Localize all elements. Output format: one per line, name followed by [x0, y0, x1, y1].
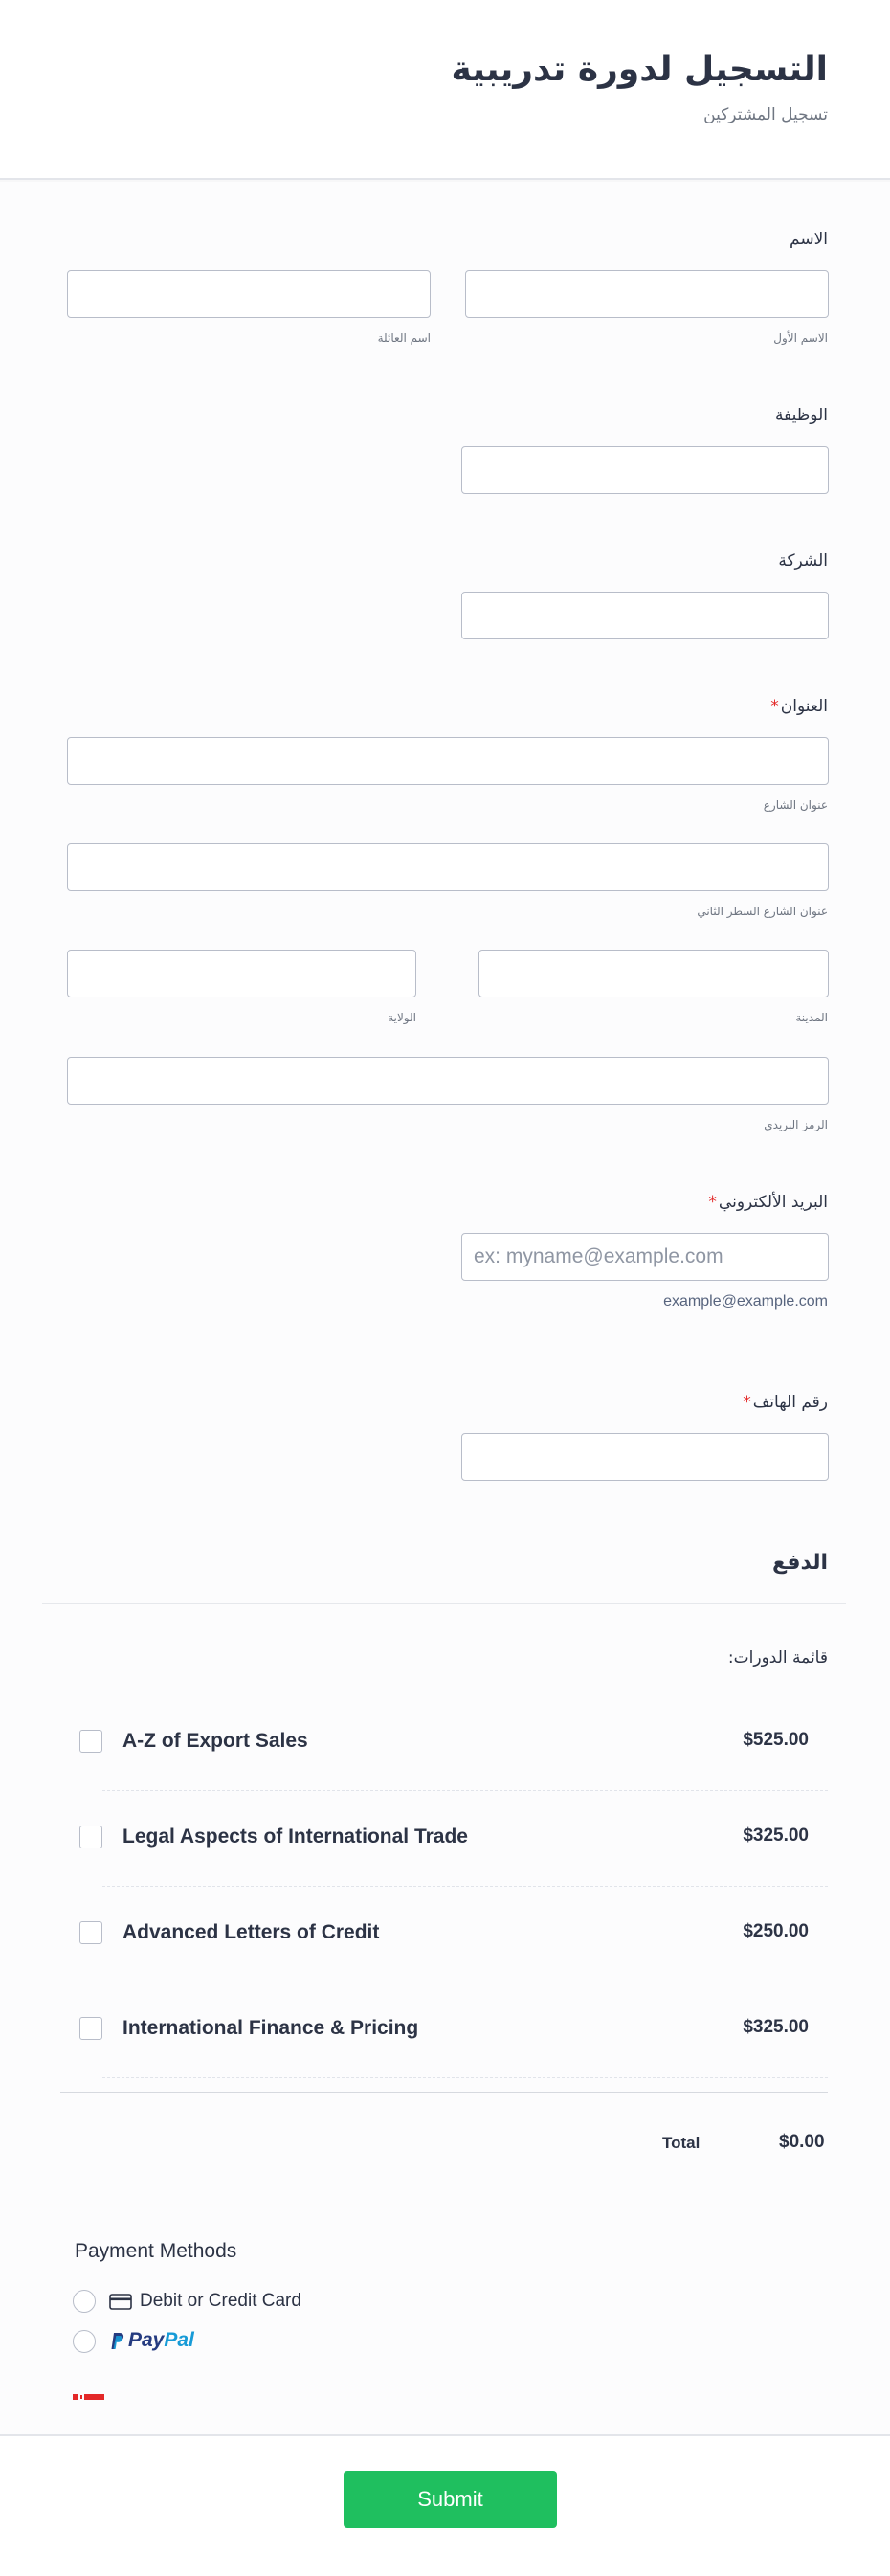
paypal-icon — [111, 2332, 124, 2351]
course-checkbox[interactable] — [79, 2017, 102, 2040]
course-name: A-Z of Export Sales — [122, 1730, 308, 1752]
payment-option-paypal[interactable] — [73, 2328, 264, 2355]
row-divider — [102, 2077, 828, 2078]
course-price: $250.00 — [743, 1921, 809, 1941]
phone-label-text: رقم الهاتف — [752, 1393, 828, 1412]
courses-list-label: قائمة الدورات: — [727, 1648, 828, 1668]
email-hint: example@example.com — [663, 1293, 828, 1310]
street-address-line2-input[interactable] — [67, 843, 829, 891]
course-item[interactable] — [62, 1694, 828, 1790]
paypal-radio[interactable] — [73, 2330, 96, 2353]
paypal-logo-part: Pay — [128, 2329, 165, 2351]
first-name-input[interactable] — [465, 270, 829, 318]
city-input[interactable] — [478, 950, 829, 997]
payment-methods-title: Payment Methods — [75, 2240, 237, 2262]
total-label: Total — [662, 2134, 701, 2152]
first-name-sublabel: الاسم الأول — [773, 331, 828, 345]
form-header — [0, 0, 890, 180]
required-mark: * — [708, 1193, 717, 1212]
company-input[interactable] — [461, 592, 829, 639]
course-checkbox[interactable] — [79, 1921, 102, 1944]
course-item[interactable] — [62, 1886, 828, 1982]
job-label: الوظيفة — [774, 406, 828, 425]
name-label: الاسم — [790, 230, 828, 249]
submit-button[interactable]: Submit — [344, 2471, 557, 2528]
state-input[interactable] — [67, 950, 416, 997]
paypal-logo — [128, 2329, 194, 2352]
phone-input[interactable] — [461, 1433, 829, 1481]
course-item[interactable] — [62, 1982, 828, 2077]
city-sublabel: المدينة — [795, 1011, 828, 1024]
street-address-input[interactable] — [67, 737, 829, 785]
payment-heading: الدفع — [772, 1551, 828, 1575]
job-input[interactable] — [461, 446, 829, 494]
zip-code-input[interactable] — [67, 1057, 829, 1105]
course-checkbox[interactable] — [79, 1730, 102, 1753]
flag-icon — [73, 2393, 104, 2401]
credit-card-icon — [109, 2294, 132, 2310]
last-name-input[interactable] — [67, 270, 431, 318]
paypal-logo-part: Pal — [164, 2329, 194, 2351]
phone-label — [743, 1393, 828, 1412]
state-sublabel: الولاية — [388, 1011, 416, 1024]
zip-code-sublabel: الرمز البريدي — [764, 1118, 828, 1131]
email-label — [708, 1193, 828, 1212]
required-mark: * — [770, 697, 779, 716]
form-title: التسجيل لدورة تدريبية — [451, 50, 828, 89]
email-label-text: البريد الألكتروني — [718, 1193, 828, 1212]
street-address-sublabel: عنوان الشارع — [763, 798, 828, 812]
course-name: Legal Aspects of International Trade — [122, 1826, 468, 1848]
company-label: الشركة — [778, 551, 828, 571]
last-name-sublabel: اسم العائلة — [377, 331, 431, 345]
form-subtitle: تسجيل المشتركين — [703, 105, 828, 124]
course-item[interactable] — [62, 1790, 828, 1886]
course-price: $325.00 — [743, 2017, 809, 2037]
street-address-line2-sublabel: عنوان الشارع السطر الثاني — [697, 905, 828, 918]
required-mark: * — [743, 1393, 751, 1412]
course-price: $325.00 — [743, 1826, 809, 1846]
address-label-text: العنوان — [780, 697, 828, 716]
payment-option-card[interactable] — [73, 2288, 360, 2315]
total-value: $0.00 — [779, 2132, 825, 2152]
card-radio[interactable] — [73, 2290, 96, 2313]
course-name: Advanced Letters of Credit — [122, 1921, 380, 1943]
course-checkbox[interactable] — [79, 1826, 102, 1848]
address-label — [770, 697, 828, 716]
card-label: Debit or Credit Card — [140, 2291, 301, 2311]
section-divider — [42, 1603, 846, 1604]
total-divider — [60, 2092, 828, 2093]
email-input[interactable] — [461, 1233, 829, 1281]
course-name: International Finance & Pricing — [122, 2017, 419, 2039]
course-price: $525.00 — [743, 1730, 809, 1750]
